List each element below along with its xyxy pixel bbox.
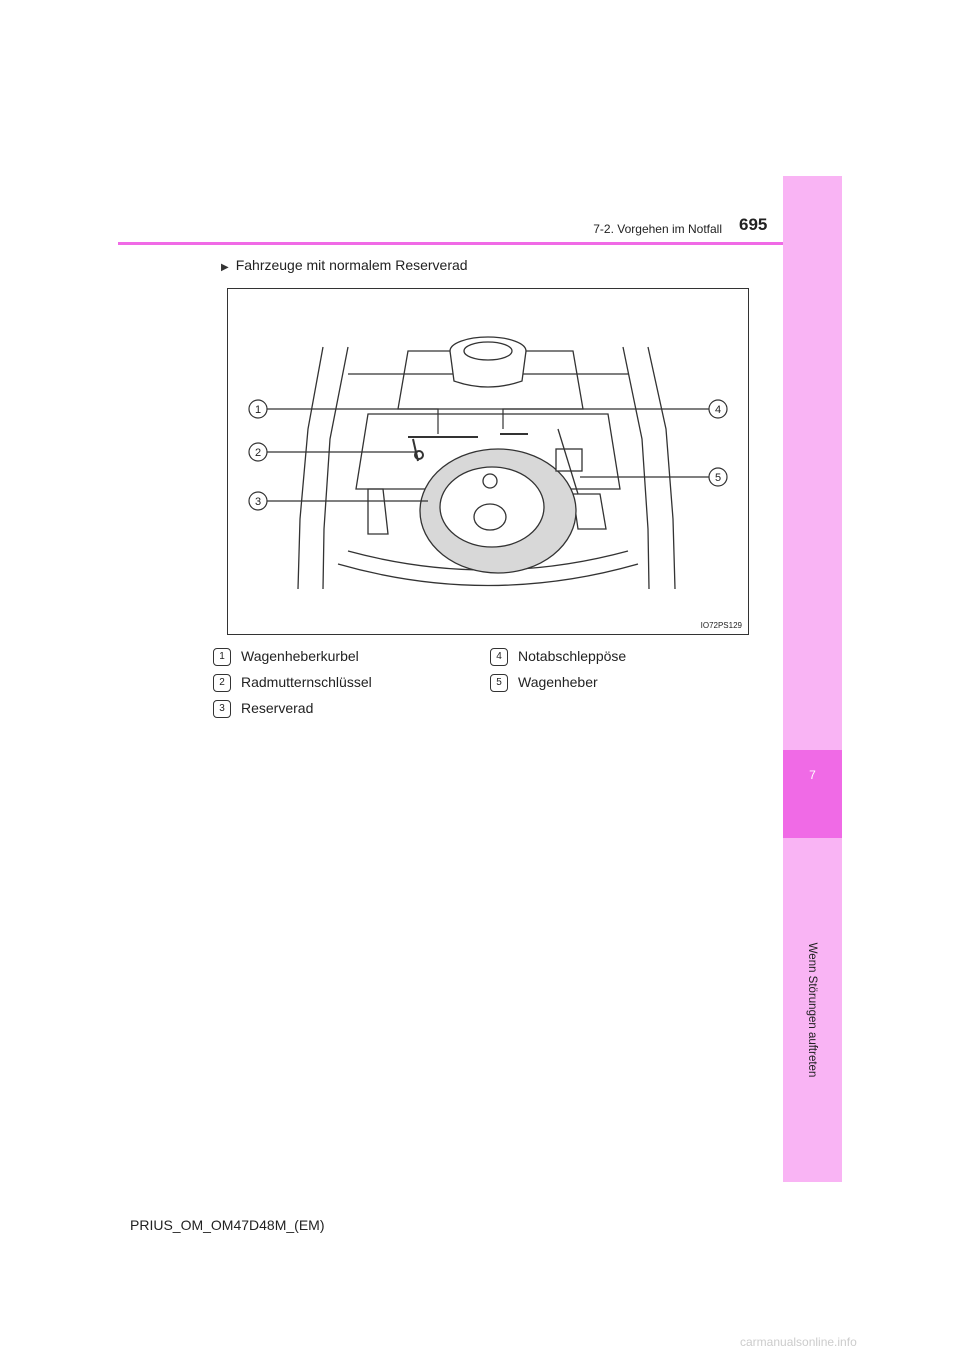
legend-label: Radmutternschlüssel bbox=[241, 674, 372, 690]
wheel-hub bbox=[474, 504, 506, 530]
triangle-bullet-icon: ▶ bbox=[221, 262, 229, 273]
watermark: carmanualsonline.info bbox=[740, 1335, 857, 1349]
right-body-line bbox=[648, 347, 675, 589]
subheading bbox=[221, 257, 468, 273]
figure-code: IO72PS129 bbox=[700, 621, 742, 630]
page-number: 695 bbox=[739, 215, 768, 234]
legend-item bbox=[213, 700, 313, 718]
chapter-number-block bbox=[783, 750, 842, 838]
left-body-line bbox=[298, 347, 323, 589]
callout-4: 4 bbox=[714, 404, 722, 416]
legend-label: Reserverad bbox=[241, 700, 314, 716]
right-storage bbox=[573, 494, 606, 529]
chapter-title: Wenn Störungen auftreten bbox=[806, 942, 818, 1078]
legend-number: 1 bbox=[213, 648, 231, 666]
legend-label: Notabschleppöse bbox=[518, 648, 627, 664]
left-storage bbox=[368, 489, 388, 534]
callout-2: 2 bbox=[254, 447, 262, 459]
leader-4 bbox=[503, 409, 710, 429]
container-top bbox=[464, 342, 512, 360]
legend-number: 2 bbox=[213, 674, 231, 692]
callout-1: 1 bbox=[254, 404, 262, 416]
legend-item bbox=[213, 674, 372, 692]
callout-3: 3 bbox=[254, 496, 262, 508]
right-pillar-line bbox=[623, 347, 649, 589]
header-rule bbox=[118, 242, 783, 245]
legend-label: Wagenheberkurbel bbox=[241, 648, 359, 664]
trunk-drawing bbox=[228, 289, 748, 634]
callout-5: 5 bbox=[714, 472, 722, 484]
legend-number: 3 bbox=[213, 700, 231, 718]
wheel-bolt bbox=[483, 474, 497, 488]
leader-1 bbox=[266, 409, 438, 434]
legend-label: Wagenheber bbox=[518, 674, 598, 690]
jack-body bbox=[556, 449, 582, 471]
legend-number: 4 bbox=[490, 648, 508, 666]
section-title: 7-2. Vorgehen im Notfall bbox=[593, 222, 722, 236]
trunk-illustration bbox=[227, 288, 749, 635]
legend-item bbox=[213, 648, 359, 666]
legend-item bbox=[490, 674, 598, 692]
document-footer: PRIUS_OM_OM47D48M_(EM) bbox=[130, 1217, 325, 1233]
left-pillar-line bbox=[323, 347, 348, 589]
legend-number: 5 bbox=[490, 674, 508, 692]
subheading-text: Fahrzeuge mit normalem Reserverad bbox=[235, 257, 468, 273]
chapter-number: 7 bbox=[809, 768, 816, 782]
legend-item bbox=[490, 648, 626, 666]
